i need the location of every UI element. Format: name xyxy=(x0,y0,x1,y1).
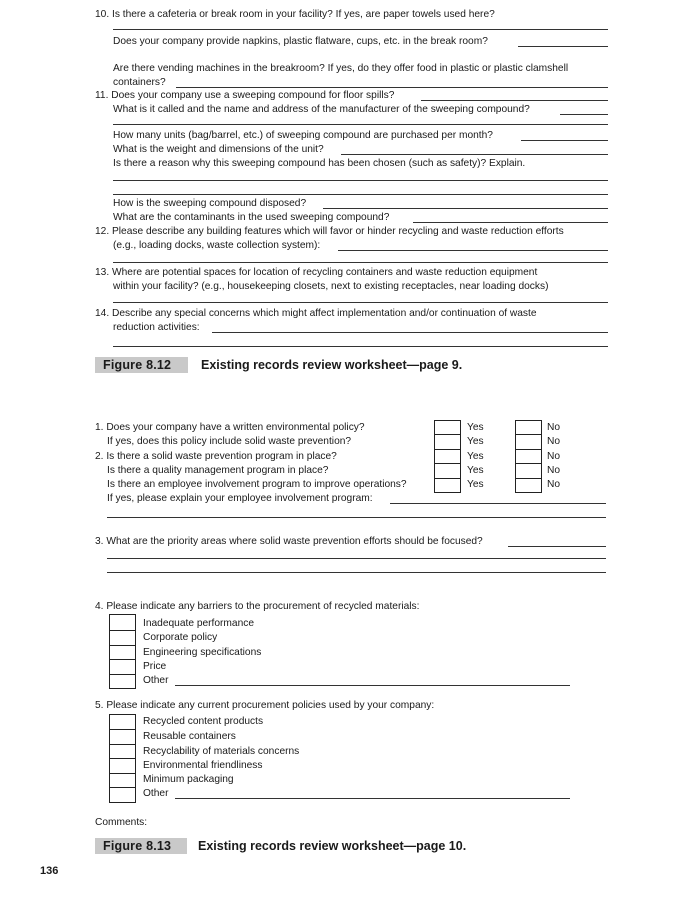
no-label[interactable]: No xyxy=(547,422,561,433)
q2-explain-line[interactable] xyxy=(390,503,606,504)
q11-sub1-line2[interactable] xyxy=(113,124,608,125)
q4-checkbox-column[interactable] xyxy=(109,614,136,689)
figure-8-12-caption: Existing records review worksheet—page 9. xyxy=(201,358,463,372)
figure-8-12-label: Figure 8.12 xyxy=(95,357,188,373)
yes-label[interactable]: Yes xyxy=(467,436,484,447)
q5-text: 5. Please indicate any current procurement policies used by your company: xyxy=(95,700,435,711)
q10-sub2b: containers? xyxy=(113,77,166,88)
yes-no-question-2b: Is there a quality management program in place? xyxy=(107,465,329,476)
comments-label: Comments: xyxy=(95,817,148,828)
q11-sub3: What is the weight and dimensions of the unit? xyxy=(113,144,324,155)
yes-no-question-2c: Is there an employee involvement program to improve operations? xyxy=(107,479,407,490)
q4-other-line[interactable] xyxy=(175,685,570,686)
q4-option[interactable]: Engineering specifications xyxy=(143,647,262,658)
q5-option[interactable]: Recycled content products xyxy=(143,716,264,727)
q5-other-line[interactable] xyxy=(175,798,570,799)
q10-sub1-line[interactable] xyxy=(518,46,608,47)
q3-line[interactable] xyxy=(508,546,606,547)
q10-text: 10. Is there a cafeteria or break room in your facility? If yes, are paper towels used here? xyxy=(95,9,495,20)
q13-answer-line[interactable] xyxy=(113,302,608,303)
figure-8-13-caption: Existing records review worksheet—page 10. xyxy=(198,839,467,853)
q10-sub2a: Are there vending machines in the breakroom? If yes, do they offer food in plastic or plastic clamshell xyxy=(113,63,569,74)
q12-line1: 12. Please describe any building features which will favor or hinder recycling and waste reduction efforts xyxy=(95,226,564,237)
q11-sub2: How many units (bag/barrel, etc.) of sweeping compound are purchased per month? xyxy=(113,130,493,141)
q10-answer-line[interactable] xyxy=(113,29,608,30)
q11-sub4-line2[interactable] xyxy=(113,194,608,195)
q5-option[interactable]: Recyclability of materials concerns xyxy=(143,746,300,757)
no-label[interactable]: No xyxy=(547,451,561,462)
yes-no-question-1b: If yes, does this policy include solid waste prevention? xyxy=(107,436,352,447)
q5-option[interactable]: Other xyxy=(143,788,169,799)
yes-no-question-1: 1. Does your company have a written environmental policy? xyxy=(95,422,365,433)
q3-line3[interactable] xyxy=(107,572,606,573)
no-label[interactable]: No xyxy=(547,479,561,490)
q11-sub4: Is there a reason why this sweeping compound has been chosen (such as safety)? Explain. xyxy=(113,158,526,169)
q2-explain: If yes, please explain your employee involvement program: xyxy=(107,493,373,504)
q12-answer-line[interactable] xyxy=(338,250,608,251)
q10-sub2-line[interactable] xyxy=(176,87,608,88)
yes-label[interactable]: Yes xyxy=(467,422,484,433)
q3-text: 3. What are the priority areas where solid waste prevention efforts should be focused? xyxy=(95,536,483,547)
q5-option[interactable]: Reusable containers xyxy=(143,731,236,742)
q11-sub2-line[interactable] xyxy=(521,140,608,141)
q11-sub6: What are the contaminants in the used sweeping compound? xyxy=(113,212,390,223)
figure-8-13-label: Figure 8.13 xyxy=(95,838,187,854)
q4-option[interactable]: Price xyxy=(143,661,167,672)
q5-option[interactable]: Environmental friendliness xyxy=(143,760,263,771)
q4-option[interactable]: Other xyxy=(143,675,169,686)
yes-label[interactable]: Yes xyxy=(467,465,484,476)
yes-label[interactable]: Yes xyxy=(467,451,484,462)
q14-line1: 14. Describe any special concerns which might affect implementation and/or continuation of waste xyxy=(95,308,537,319)
q4-option[interactable]: Corporate policy xyxy=(143,632,218,643)
q11-line[interactable] xyxy=(421,100,608,101)
q12-answer-line2[interactable] xyxy=(113,262,608,263)
q11-sub3-line[interactable] xyxy=(341,154,608,155)
yes-checkbox-column xyxy=(434,420,461,493)
q14-answer-line2[interactable] xyxy=(113,346,608,347)
q5-option[interactable]: Minimum packaging xyxy=(143,774,234,785)
page-number: 136 xyxy=(40,865,59,877)
no-label[interactable]: No xyxy=(547,436,561,447)
q4-text: 4. Please indicate any barriers to the procurement of recycled materials: xyxy=(95,601,420,612)
q11-sub5: How is the sweeping compound disposed? xyxy=(113,198,307,209)
q11-sub5-line[interactable] xyxy=(323,208,608,209)
q12-line2: (e.g., loading docks, waste collection system): xyxy=(113,240,321,251)
yes-no-question-2: 2. Is there a solid waste prevention program in place? xyxy=(95,451,337,462)
q13-line1: 13. Where are potential spaces for location of recycling containers and waste reduction equipment xyxy=(95,267,538,278)
q11-sub4-line1[interactable] xyxy=(113,180,608,181)
q14-answer-line[interactable] xyxy=(212,332,608,333)
no-checkbox-column xyxy=(515,420,542,493)
q10-sub1: Does your company provide napkins, plastic flatware, cups, etc. in the break room? xyxy=(113,36,488,47)
q11-sub1-line[interactable] xyxy=(560,114,608,115)
q11-sub6-line[interactable] xyxy=(413,222,608,223)
q3-line2[interactable] xyxy=(107,558,606,559)
q2-explain-line2[interactable] xyxy=(107,517,606,518)
yes-label[interactable]: Yes xyxy=(467,479,484,490)
q13-line2: within your facility? (e.g., housekeeping closets, next to existing receptacles, near loading docks) xyxy=(113,281,549,292)
q11-text: 11. Does your company use a sweeping compound for floor spills? xyxy=(95,90,395,101)
no-label[interactable]: No xyxy=(547,465,561,476)
q14-line2: reduction activities: xyxy=(113,322,200,333)
q11-sub1: What is it called and the name and address of the manufacturer of the sweeping compound? xyxy=(113,104,530,115)
q4-option[interactable]: Inadequate performance xyxy=(143,618,255,629)
